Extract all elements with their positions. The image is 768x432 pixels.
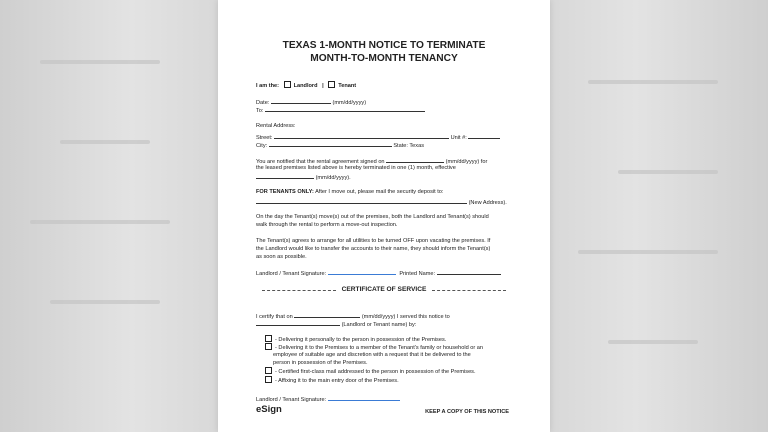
- cert-title: CERTIFICATE OF SERVICE: [341, 286, 427, 293]
- to-row: [256, 105, 425, 115]
- landlord-checkbox[interactable]: [284, 81, 291, 88]
- new-address-row: [256, 197, 507, 207]
- served-name-text: (Landlord or Tenant name) by:: [341, 322, 417, 328]
- notice-text: (mm/dd/yyyy).: [315, 175, 351, 181]
- served-date-field[interactable]: [294, 311, 360, 318]
- option-affixing-door: [265, 376, 399, 385]
- notice-text: You are notified that the rental agreement signed on: [256, 159, 385, 165]
- utilities-paragraph-line-1: The Tenant(s) agrees to arrange for all utilities to be turned OFF upon vacating the premises. If: [256, 238, 491, 244]
- role-selector: [256, 81, 356, 90]
- document-page: [218, 0, 550, 432]
- tenants-only-row: [256, 188, 443, 196]
- option-certified-mail: [265, 367, 476, 376]
- option-text: - Affixing it to the main entry door of the Premises.: [275, 378, 399, 384]
- signature-field[interactable]: [328, 268, 396, 275]
- notice-text: (mm/dd/yyyy) for: [445, 159, 488, 165]
- new-address-label: (New Address).: [468, 200, 507, 206]
- tenant-label: Tenant: [338, 83, 357, 89]
- cert-signature-label: Landlord / Tenant Signature:: [256, 397, 327, 403]
- certificate-of-service-heading: [256, 285, 512, 295]
- to-field[interactable]: [265, 105, 425, 112]
- option-text: - Delivering it to the Premises to a member of the Tenant's family or household or an: [275, 345, 484, 351]
- certify-text: (mm/dd/yyyy) I served this notice to: [361, 314, 450, 320]
- cert-signature-row: [256, 394, 400, 404]
- esign-logo: eSign: [256, 404, 282, 415]
- new-address-field[interactable]: [256, 197, 467, 204]
- served-name-field[interactable]: [256, 319, 340, 326]
- dashed-divider: [262, 290, 336, 291]
- option-text: - Delivering it personally to the person in possession of the Premises.: [275, 337, 447, 343]
- option-checkbox[interactable]: [265, 335, 272, 342]
- option-text-continued: employee of suitable age and discretion with a request that it be delivered to the: [273, 352, 471, 358]
- iam-label: I am the:: [256, 83, 280, 89]
- blurred-background-left: [0, 0, 220, 432]
- inspection-paragraph-line-1: On the day the Tenant(s) move(s) out of the premises, both the Landlord and Tenant(s) should: [256, 214, 489, 220]
- blurred-background-right: [548, 0, 768, 432]
- city-label: City:: [256, 143, 268, 149]
- notice-paragraph-line-2: the leased premises listed above is hereby terminated in one (1) month, effective: [256, 165, 456, 171]
- rental-address-label: Rental Address:: [256, 123, 296, 129]
- title-line-1: TEXAS 1-MONTH NOTICE TO TERMINATE: [282, 40, 486, 51]
- printed-name-label: Printed Name:: [399, 271, 436, 277]
- separator: |: [322, 83, 324, 89]
- street-label: Street:: [256, 135, 273, 141]
- served-name-row: [256, 319, 416, 329]
- certify-text: I certify that on: [256, 314, 293, 320]
- landlord-label: Landlord: [293, 83, 318, 89]
- option-checkbox[interactable]: [265, 343, 272, 350]
- city-field[interactable]: [269, 140, 392, 147]
- tenants-only-label: FOR TENANTS ONLY:: [256, 189, 314, 195]
- printed-name-field[interactable]: [437, 268, 501, 275]
- inspection-paragraph-line-2: walk through the rental to perform a move-out inspection.: [256, 222, 398, 228]
- to-label: To:: [256, 108, 264, 114]
- tenants-only-text: After I move out, please mail the security deposit to:: [315, 189, 444, 195]
- footer-note: KEEP A COPY OF THIS NOTICE: [425, 409, 509, 415]
- tenant-checkbox[interactable]: [328, 81, 335, 88]
- notice-paragraph-line-3: [256, 172, 351, 182]
- unit-label: Unit #:: [450, 135, 467, 141]
- street-field[interactable]: [274, 132, 449, 139]
- city-row: [256, 140, 424, 150]
- document-title: [218, 39, 550, 65]
- effective-date-field[interactable]: [256, 172, 314, 179]
- utilities-paragraph-line-3: as soon as possible.: [256, 254, 307, 260]
- date-label: Date:: [256, 100, 270, 106]
- title-line-2: MONTH-TO-MONTH TENANCY: [310, 53, 458, 64]
- option-checkbox[interactable]: [265, 376, 272, 383]
- agreement-date-field[interactable]: [386, 156, 444, 163]
- dashed-divider: [432, 290, 506, 291]
- state-label: State: Texas: [393, 143, 424, 149]
- utilities-paragraph-line-2: the Landlord would like to transfer the accounts to their name, they should inform the Tenant(s): [256, 246, 491, 252]
- signature-label: Landlord / Tenant Signature:: [256, 271, 327, 277]
- signature-row: [256, 268, 501, 278]
- unit-field[interactable]: [468, 132, 500, 139]
- option-text-continued: person in possession of the Premises.: [273, 360, 368, 366]
- option-text: - Certified first-class mail addressed to the person in possession of the Premises.: [275, 369, 476, 375]
- date-field[interactable]: [271, 97, 331, 104]
- cert-signature-field[interactable]: [328, 394, 400, 401]
- option-checkbox[interactable]: [265, 367, 272, 374]
- date-format: (mm/dd/yyyy): [332, 100, 367, 106]
